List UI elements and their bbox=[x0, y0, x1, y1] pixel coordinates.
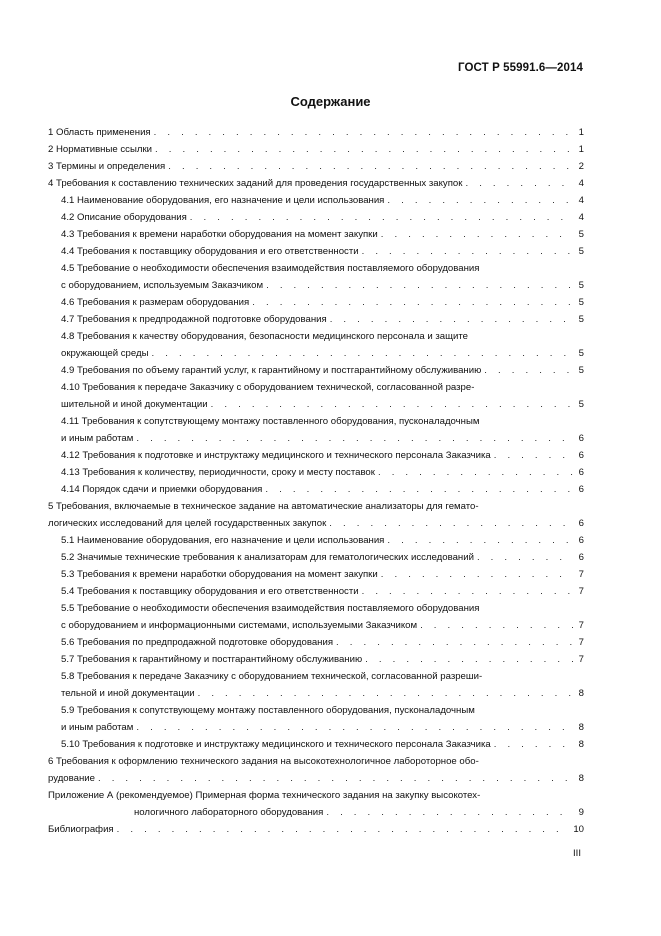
toc-entry-text: 6 Требования к оформлению технического задания на высокотехнологичное лабороторное обо- bbox=[48, 756, 479, 767]
dot-leader bbox=[168, 158, 573, 175]
toc-page-number: 5 bbox=[578, 280, 584, 291]
toc-entry[interactable] bbox=[48, 566, 584, 583]
dot-leader bbox=[387, 192, 573, 209]
toc-entry[interactable] bbox=[48, 311, 584, 328]
toc-page-number: 6 bbox=[578, 518, 584, 529]
toc-entry[interactable] bbox=[48, 260, 584, 294]
toc-entry-text: 5.4 Требования к поставщику оборудования и его ответственности bbox=[61, 586, 359, 597]
dot-leader bbox=[136, 430, 573, 447]
toc-entry-text: 4.2 Описание оборудования bbox=[61, 212, 187, 223]
toc-entry-text: шительной и иной документации bbox=[61, 399, 208, 410]
toc-entry[interactable] bbox=[48, 447, 584, 464]
dot-leader bbox=[420, 617, 573, 634]
toc-entry[interactable] bbox=[48, 294, 584, 311]
toc-page-number: 2 bbox=[578, 161, 584, 172]
toc-entry-text: 5.1 Наименование оборудования, его назначение и цели использования bbox=[61, 535, 385, 546]
dot-leader bbox=[465, 175, 573, 192]
dot-leader bbox=[98, 770, 573, 787]
toc-page-number: 7 bbox=[578, 620, 584, 631]
toc-entry-text: Приложение А (рекомендуемое) Примерная форма технического задания на закупку высокотех- bbox=[48, 790, 481, 801]
toc-entry-text: 5.7 Требования к гарантийному и постгарантийному обслуживанию bbox=[61, 654, 363, 665]
dot-leader bbox=[155, 141, 573, 158]
toc-entry[interactable] bbox=[48, 634, 584, 651]
dot-leader bbox=[494, 447, 573, 464]
dot-leader bbox=[336, 634, 573, 651]
toc-page-number: 7 bbox=[578, 654, 584, 665]
dot-leader bbox=[190, 209, 573, 226]
toc-page-number: 7 bbox=[578, 569, 584, 580]
dot-leader bbox=[154, 124, 573, 141]
toc-entry-text: 5.9 Требования к сопутствующему монтажу поставленного оборудования, пусконаладочным bbox=[61, 705, 475, 716]
dot-leader bbox=[365, 651, 573, 668]
toc-entry-text: 4.11 Требования к сопутствующему монтажу поставленного оборудования, пусконаладочным bbox=[61, 416, 480, 427]
dot-leader bbox=[265, 481, 573, 498]
toc-entry-text: нологичного лабораторного оборудования bbox=[134, 807, 324, 818]
toc-entry-text: 4.8 Требования к качеству оборудования, безопасности медицинского персонала и защите bbox=[61, 331, 468, 342]
toc-entry[interactable] bbox=[48, 481, 584, 498]
toc-entry-text: 5.5 Требование о необходимости обеспечения взаимодействия поставляемого оборудования bbox=[61, 603, 480, 614]
toc-page-number: 1 bbox=[578, 127, 584, 138]
toc-entry[interactable] bbox=[48, 175, 584, 192]
dot-leader bbox=[387, 532, 573, 549]
toc-entry-text: 4.7 Требования к предпродажной подготовке оборудования bbox=[61, 314, 327, 325]
dot-leader bbox=[329, 515, 573, 532]
toc-page-number: 5 bbox=[578, 246, 584, 257]
toc-entry[interactable] bbox=[48, 600, 584, 634]
toc-entry-text: 5.6 Требования по предпродажной подготовке оборудования bbox=[61, 637, 334, 648]
toc-page-number: 5 bbox=[578, 399, 584, 410]
toc-entry[interactable] bbox=[48, 464, 584, 481]
toc-page-number: 5 bbox=[578, 229, 584, 240]
dot-leader bbox=[198, 685, 573, 702]
dot-leader bbox=[326, 804, 573, 821]
toc-entry-text: 4.13 Требования к количеству, периодичности, сроку и месту поставок bbox=[61, 467, 375, 478]
toc-entry[interactable] bbox=[48, 226, 584, 243]
toc-entry-text: 4.9 Требования по объему гарантий услуг, к гарантийному и постгарантийному обслуживанию bbox=[61, 365, 482, 376]
toc-entry-text: 5.10 Требования к подготовке и инструктажу медицинского и технического персонала Заказчика bbox=[61, 739, 491, 750]
dot-leader bbox=[117, 821, 571, 838]
toc-entry-text: логических исследований для целей государственных закупок bbox=[48, 518, 327, 529]
toc-entry[interactable] bbox=[48, 362, 584, 379]
toc-page-number: 5 bbox=[578, 365, 584, 376]
toc-page-number: 6 bbox=[578, 450, 584, 461]
dot-leader bbox=[362, 243, 573, 260]
dot-leader bbox=[136, 719, 573, 736]
toc-entry[interactable] bbox=[48, 702, 584, 736]
toc-entry-text: 5 Требования, включаемые в техническое задание на автоматические анализаторы для гемато- bbox=[48, 501, 479, 512]
toc-entry-text: с оборудованием, используемым Заказчиком bbox=[61, 280, 264, 291]
toc-entry-text: 5.2 Значимые технические требования к анализаторам для гематологических исследований bbox=[61, 552, 474, 563]
toc-entry-text: 4.6 Требования к размерам оборудования bbox=[61, 297, 250, 308]
toc-page-number: 4 bbox=[578, 195, 584, 206]
toc-page-number: 8 bbox=[578, 688, 584, 699]
toc-entry[interactable] bbox=[48, 328, 584, 362]
standard-code: ГОСТ Р 55991.6—2014 bbox=[458, 62, 583, 74]
toc-entry-text: 4.5 Требование о необходимости обеспечения взаимодействия поставляемого оборудования bbox=[61, 263, 480, 274]
toc-entry[interactable] bbox=[48, 651, 584, 668]
toc-entry[interactable] bbox=[48, 753, 584, 787]
toc-entry[interactable] bbox=[48, 209, 584, 226]
toc-entry-text: 4.10 Требования к передаче Заказчику с оборудованием технической, согласованной разре- bbox=[61, 382, 475, 393]
page-number: III bbox=[573, 848, 581, 859]
toc-entry[interactable] bbox=[48, 124, 584, 141]
toc-entry-text: 1 Область применения bbox=[48, 127, 151, 138]
toc-entry[interactable] bbox=[48, 583, 584, 600]
dot-leader bbox=[252, 294, 573, 311]
toc-entry-text: тельной и иной документации bbox=[61, 688, 195, 699]
toc-entry-text: окружающей среды bbox=[61, 348, 149, 359]
dot-leader bbox=[477, 549, 573, 566]
toc-entry-text: 4.12 Требования к подготовке и инструктажу медицинского и технического персонала Заказчика bbox=[61, 450, 491, 461]
toc-entry[interactable] bbox=[48, 192, 584, 209]
toc-entry-text: Библиография bbox=[48, 824, 114, 835]
toc-page-number: 5 bbox=[578, 314, 584, 325]
toc-page-number: 6 bbox=[578, 467, 584, 478]
toc-entry[interactable] bbox=[48, 532, 584, 549]
toc-entry[interactable] bbox=[48, 243, 584, 260]
toc-entry-text: 4.4 Требования к поставщику оборудования и его ответственности bbox=[61, 246, 359, 257]
toc-entry-text: рудование bbox=[48, 773, 95, 784]
toc-page-number: 10 bbox=[573, 824, 584, 835]
toc-page-number: 5 bbox=[578, 348, 584, 359]
toc-page-number: 4 bbox=[578, 212, 584, 223]
toc-entry[interactable] bbox=[48, 413, 584, 447]
toc-page-number: 5 bbox=[578, 297, 584, 308]
table-of-contents bbox=[48, 124, 584, 838]
toc-page-number: 7 bbox=[578, 637, 584, 648]
toc-entry[interactable] bbox=[48, 736, 584, 753]
toc-entry-text: и иным работам bbox=[61, 722, 134, 733]
toc-page-number: 8 bbox=[578, 722, 584, 733]
toc-entry-text: 4 Требования к составлению технических заданий для проведения государственных закупок bbox=[48, 178, 463, 189]
dot-leader bbox=[484, 362, 573, 379]
dot-leader bbox=[152, 345, 573, 362]
toc-entry[interactable] bbox=[48, 141, 584, 158]
dot-leader bbox=[494, 736, 573, 753]
dot-leader bbox=[362, 583, 573, 600]
dot-leader bbox=[266, 277, 573, 294]
toc-entry-text: и иным работам bbox=[61, 433, 134, 444]
toc-entry[interactable] bbox=[48, 379, 584, 413]
toc-page-number: 6 bbox=[578, 552, 584, 563]
dot-leader bbox=[378, 464, 573, 481]
toc-entry-text: 4.3 Требования к времени наработки оборудования на момент закупки bbox=[61, 229, 378, 240]
toc-entry[interactable] bbox=[48, 158, 584, 175]
toc-page-number: 8 bbox=[578, 773, 584, 784]
toc-entry-text: 3 Термины и определения bbox=[48, 161, 166, 172]
dot-leader bbox=[211, 396, 573, 413]
toc-page-number: 6 bbox=[578, 535, 584, 546]
toc-entry-text: 4.14 Порядок сдачи и приемки оборудования bbox=[61, 484, 263, 495]
toc-page-number: 6 bbox=[578, 484, 584, 495]
toc-page-number: 9 bbox=[578, 807, 584, 818]
toc-entry-text: 5.8 Требования к передаче Заказчику с оборудованием технической, согласованной разреши- bbox=[61, 671, 483, 682]
dot-leader bbox=[381, 566, 573, 583]
toc-entry-text: 5.3 Требования к времени наработки оборудования на момент закупки bbox=[61, 569, 378, 580]
toc-entry-text: 2 Нормативные ссылки bbox=[48, 144, 153, 155]
toc-page-number: 8 bbox=[578, 739, 584, 750]
toc-page-number: 4 bbox=[578, 178, 584, 189]
dot-leader bbox=[381, 226, 573, 243]
toc-entry-text: с оборудованием и информационными системами, используемыми Заказчиком bbox=[61, 620, 418, 631]
toc-entry[interactable] bbox=[48, 549, 584, 566]
page-title: Содержание bbox=[290, 94, 371, 109]
toc-entry[interactable] bbox=[48, 498, 584, 532]
toc-entry-text: 4.1 Наименование оборудования, его назначение и цели использования bbox=[61, 195, 385, 206]
toc-entry[interactable] bbox=[48, 821, 584, 838]
toc-entry[interactable] bbox=[48, 787, 584, 821]
toc-page-number: 6 bbox=[578, 433, 584, 444]
dot-leader bbox=[330, 311, 573, 328]
toc-page-number: 1 bbox=[578, 144, 584, 155]
toc-page-number: 7 bbox=[578, 586, 584, 597]
toc-entry[interactable] bbox=[48, 668, 584, 702]
